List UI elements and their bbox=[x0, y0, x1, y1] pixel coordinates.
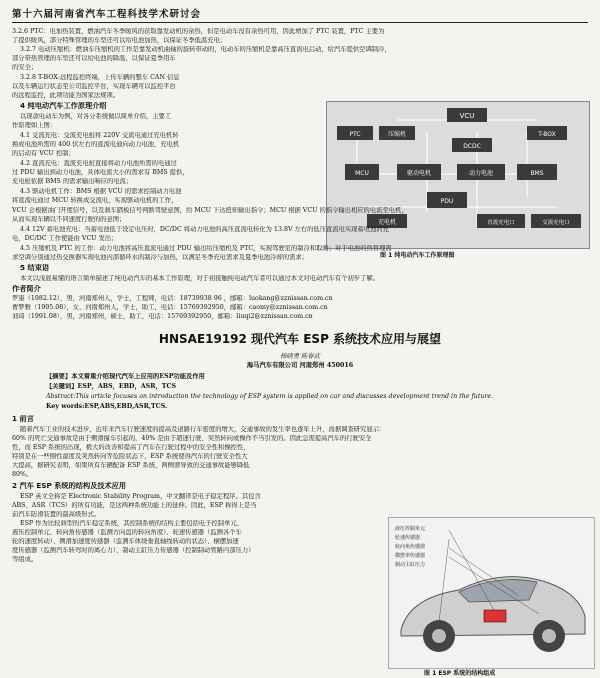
article-title: HNSAE19192 现代汽车 ESP 系统技术应用与展望 bbox=[158, 332, 442, 346]
text-line: 4.3 驱动电机工作：BMS 根据 VCU 的需求控制动力电池 bbox=[20, 188, 182, 195]
block-mcu bbox=[345, 164, 379, 180]
legend-item: 轮速传感器 bbox=[395, 535, 421, 541]
text-line: ABS、ASR（TCS）的所有功能，是这两种系统功能上的延伸。因此，ESP 称得上是当 bbox=[12, 502, 257, 509]
block-vcu bbox=[447, 108, 487, 122]
svg-text:MCU: MCU bbox=[355, 170, 369, 177]
text-line: 求空调分别通过热交换器实现电池内部循环水的制冷与加热，以满足冬季充电需求及夏季电池冷却的需求； bbox=[12, 254, 308, 261]
text-line: 4.2 直流充电：直流充电桩直接将动力电池所需的电通过 bbox=[20, 160, 177, 167]
abstract-en: Abstract:This article focuses on introduction the technology of ESP system is applied on car and discusses development trend in the future. bbox=[46, 393, 494, 400]
legend-item: 横摆率传感器 bbox=[395, 553, 426, 559]
keywords-cn: 【关键词】ESP，ABS，EBD，ASR，TCS bbox=[46, 383, 177, 390]
text-line: ESP 英文全称是 Electronic Stability Program，中文翻译是电子稳定程序。其包含 bbox=[20, 493, 261, 500]
keywords-en: Key words:ESP,ABS,EBD,ASR,TCS. bbox=[46, 403, 168, 410]
block-ac-port bbox=[531, 214, 581, 228]
text-line: 的远程监控，此项功能为国家法规项。 bbox=[12, 92, 120, 99]
text-line: 过 PDU 输出到动力电池，具体电流大小的需求有 BMS 提供， bbox=[12, 169, 189, 176]
text-line: 大提高，据研究表明，如果所有车辆配备 ESP 系统，两侧滑导致的交通事故能够降低 bbox=[12, 462, 250, 469]
text-line: 3.2.8 T-BOX:远程监控终端，上传车辆的整车 CAN 信息 bbox=[20, 74, 180, 81]
text-line: 随着汽车工业的技术进步，近年来汽车行驶速度的提高及道路行车密度的增大，交通事故的发生率也逐年上升，而据调查研究显示： bbox=[20, 426, 386, 433]
svg-text:T-BOX: T-BOX bbox=[538, 131, 556, 138]
svg-text:压缩机: 压缩机 bbox=[387, 131, 407, 138]
text-line: 换成电池所需的 400 伏左右的直流电通向动力电池，充电机 bbox=[12, 141, 180, 148]
svg-text:PDU: PDU bbox=[440, 198, 454, 205]
text-line: 从而实现车辆以不同速度行驶的的意图； bbox=[12, 216, 126, 223]
legend-item: 转向角传感器 bbox=[395, 544, 426, 550]
svg-text:动力电池: 动力电池 bbox=[468, 170, 494, 177]
text-line: 3.2.6 PTC：电加热装置，燃油汽车冬季暖风的获取靠发动机的余热，但是电动车没有余热可用，因此增加了 PTC 装置，PTC 主要为 bbox=[12, 28, 385, 35]
text-line: 特别是在一些刚性湿度及突然转向等危险状态下，ESP 系统使得汽车的行驶安全性大 bbox=[12, 453, 248, 460]
esp-car-figure bbox=[388, 517, 595, 669]
text-line: ESP 作为比较典型的汽车稳定系统，其控制系统的结构主要包括电子控制单元、 bbox=[20, 520, 243, 527]
legend-item: 制动主缸压力 bbox=[395, 562, 426, 568]
text-line: 部分带热管理的车型还可以给电池的降温，以保证夏季用车 bbox=[12, 55, 176, 62]
text-line: 4.4 12V 蓄电池充电：当蓄电池低于设定电压时，DC/DC 将动力电池的高压直流电转化为 13.8V 左右的低压直流电实现蓄电池的充 bbox=[20, 226, 389, 233]
section-heading: 1 前言 bbox=[12, 415, 34, 423]
text-line: 等组成。 bbox=[12, 556, 38, 563]
svg-text:DCDC: DCDC bbox=[463, 143, 481, 150]
svg-text:驱动电机: 驱动电机 bbox=[406, 170, 432, 177]
text-line: 3.2.7 电动压缩机：燃油车压缩机的工作是靠发动机曲轴的旋转带动的，电动车的压缩机是靠高压直流电启动，给汽车提供空调制冷， bbox=[20, 46, 391, 53]
text-line: 作原理如上图： bbox=[12, 122, 57, 129]
block-tbox bbox=[527, 126, 567, 140]
text-line: 以现款电动车为例，对各分系统做以简单介绍，主要工 bbox=[20, 113, 172, 120]
author-bio: 罗康（1982.12），男，河南郑州人，学士，工程师，电话：18739938 96 ，邮箱：luokang@zznissan.com.cn bbox=[12, 295, 333, 302]
author-bio: 曹梦雅（1995.08），女，河南郑州人，学士，助工，电话：15769392950，邮箱：caomy@zznissan.com.cn bbox=[12, 304, 328, 311]
text-line: 4.1 交流充电：交流充电桩将 220V 交流电通过充电机转 bbox=[20, 132, 179, 139]
svg-text:PTC: PTC bbox=[349, 131, 361, 138]
block-ptc bbox=[337, 126, 373, 140]
text-line: 的安全； bbox=[12, 64, 38, 71]
block-drive-motor bbox=[397, 164, 441, 180]
svg-text:直流充电口: 直流充电口 bbox=[487, 220, 515, 226]
running-header: 第十六届河南省汽车工程科技学术研讨会 bbox=[12, 6, 588, 23]
text-line: 的启动有 VCU 控制； bbox=[12, 150, 75, 157]
svg-text:VCU: VCU bbox=[459, 112, 475, 120]
block-bms bbox=[517, 164, 557, 180]
section-heading: 2 汽车 ESP 系统的结构及技术应用 bbox=[12, 482, 127, 490]
abstract-cn: 【摘要】本文着重介绍现代汽车上应用的ESP功能及作用 bbox=[46, 373, 205, 380]
text-line: 以及车辆运行状态至公司监控平台，实现车辆可以监控平台 bbox=[12, 83, 176, 90]
svg-text:BMS: BMS bbox=[530, 170, 544, 177]
block-compressor bbox=[379, 126, 415, 140]
text-line: 80%。 bbox=[12, 471, 33, 478]
section-heading: 5 结束语 bbox=[20, 264, 50, 272]
legend-item: 液压控制单元 bbox=[395, 526, 426, 532]
text-line: 液压控制单元、转向角传感器（监测方向盘的转向角度）、轮速传感器（监测各个车 bbox=[12, 529, 242, 536]
text-line: 4.5 压缩机及 PTC 的工作：动力电池将高压直流电通过 PDU 输出给压缩机及 PTC，实现驾驶室的制冷和取暖；对于电池的热管理需 bbox=[20, 245, 392, 252]
block-power-battery bbox=[457, 164, 505, 180]
figure2-caption: 图 1 ESP 系统的结构组成 bbox=[424, 670, 496, 677]
svg-text:充电机: 充电机 bbox=[377, 219, 397, 226]
figure1-caption: 图 1 纯电动汽车工作原理图 bbox=[380, 252, 455, 259]
block-dc-port bbox=[477, 214, 525, 228]
text-line: VCU 会根据油门开度信号，以及刹车踏板信号判断驾驶意图，给 MCU 下达扭矩输出指令；MCU 根据 VCU 的指令输出相应的电流至电机， bbox=[12, 207, 408, 214]
text-line: 充电桩依据 BMS 的需求输出响应的电流； bbox=[12, 178, 133, 185]
text-line: 度传感器（监测汽车转弯时的离心力）、制动主缸压力传感器（控制制动管路内部压力） bbox=[12, 547, 255, 554]
text-line: 性，而 ESP 系统的出现，极大的改善和提高了汽车在行驶过程中的安全性和操控性， bbox=[12, 444, 250, 451]
block-dcdc bbox=[452, 138, 492, 152]
text-line: 将直流电通过 MCU 转换成交流电，实现驱动电机的工作， bbox=[12, 197, 178, 204]
author-bio: 刘琦（1991.08），男，河南郑州，硕士，助工，电话：15769392950，邮箱：liuqi2@zznissan.com.cn bbox=[12, 313, 313, 320]
svg-text:交流充电口: 交流充电口 bbox=[542, 220, 570, 226]
section-heading: 作者简介 bbox=[12, 285, 41, 293]
block-pdu bbox=[427, 192, 467, 208]
article-authors: 杨晓勇 陈春武 bbox=[280, 353, 320, 360]
text-line: 60% 的死亡交通事故是由于侧滑撞车引起的，40% 是由于超速行驶、突然转向或操作不当引发的。因此急需提高汽车的行驶安全 bbox=[12, 435, 372, 442]
article-affiliation: 海马汽车有限公司 河南郑州 450016 bbox=[246, 362, 354, 369]
text-line: 本文以浅显易懂的语言简单描述了纯电动汽车的基本工作原理，对于初接触纯电动汽车者可以通过本文对电动汽车有个初步了解。 bbox=[20, 275, 379, 282]
section-heading: 4 纯电动汽车工作原理介绍 bbox=[20, 102, 107, 110]
text-line: 电，DC/DC 工作使能由 VCU 发出； bbox=[12, 235, 118, 242]
text-line: 了提供暖风，部分特殊管理的车型还可以给电池加热，以保证冬季低温充电； bbox=[12, 37, 227, 44]
text-line: 前汽车防滑装置的最高级形式。 bbox=[12, 511, 101, 518]
text-line: 轮的速度转动）、侧滑加速度传感器（监测车体绕垂直轴线转动的状态）、横摆加速 bbox=[12, 538, 239, 545]
